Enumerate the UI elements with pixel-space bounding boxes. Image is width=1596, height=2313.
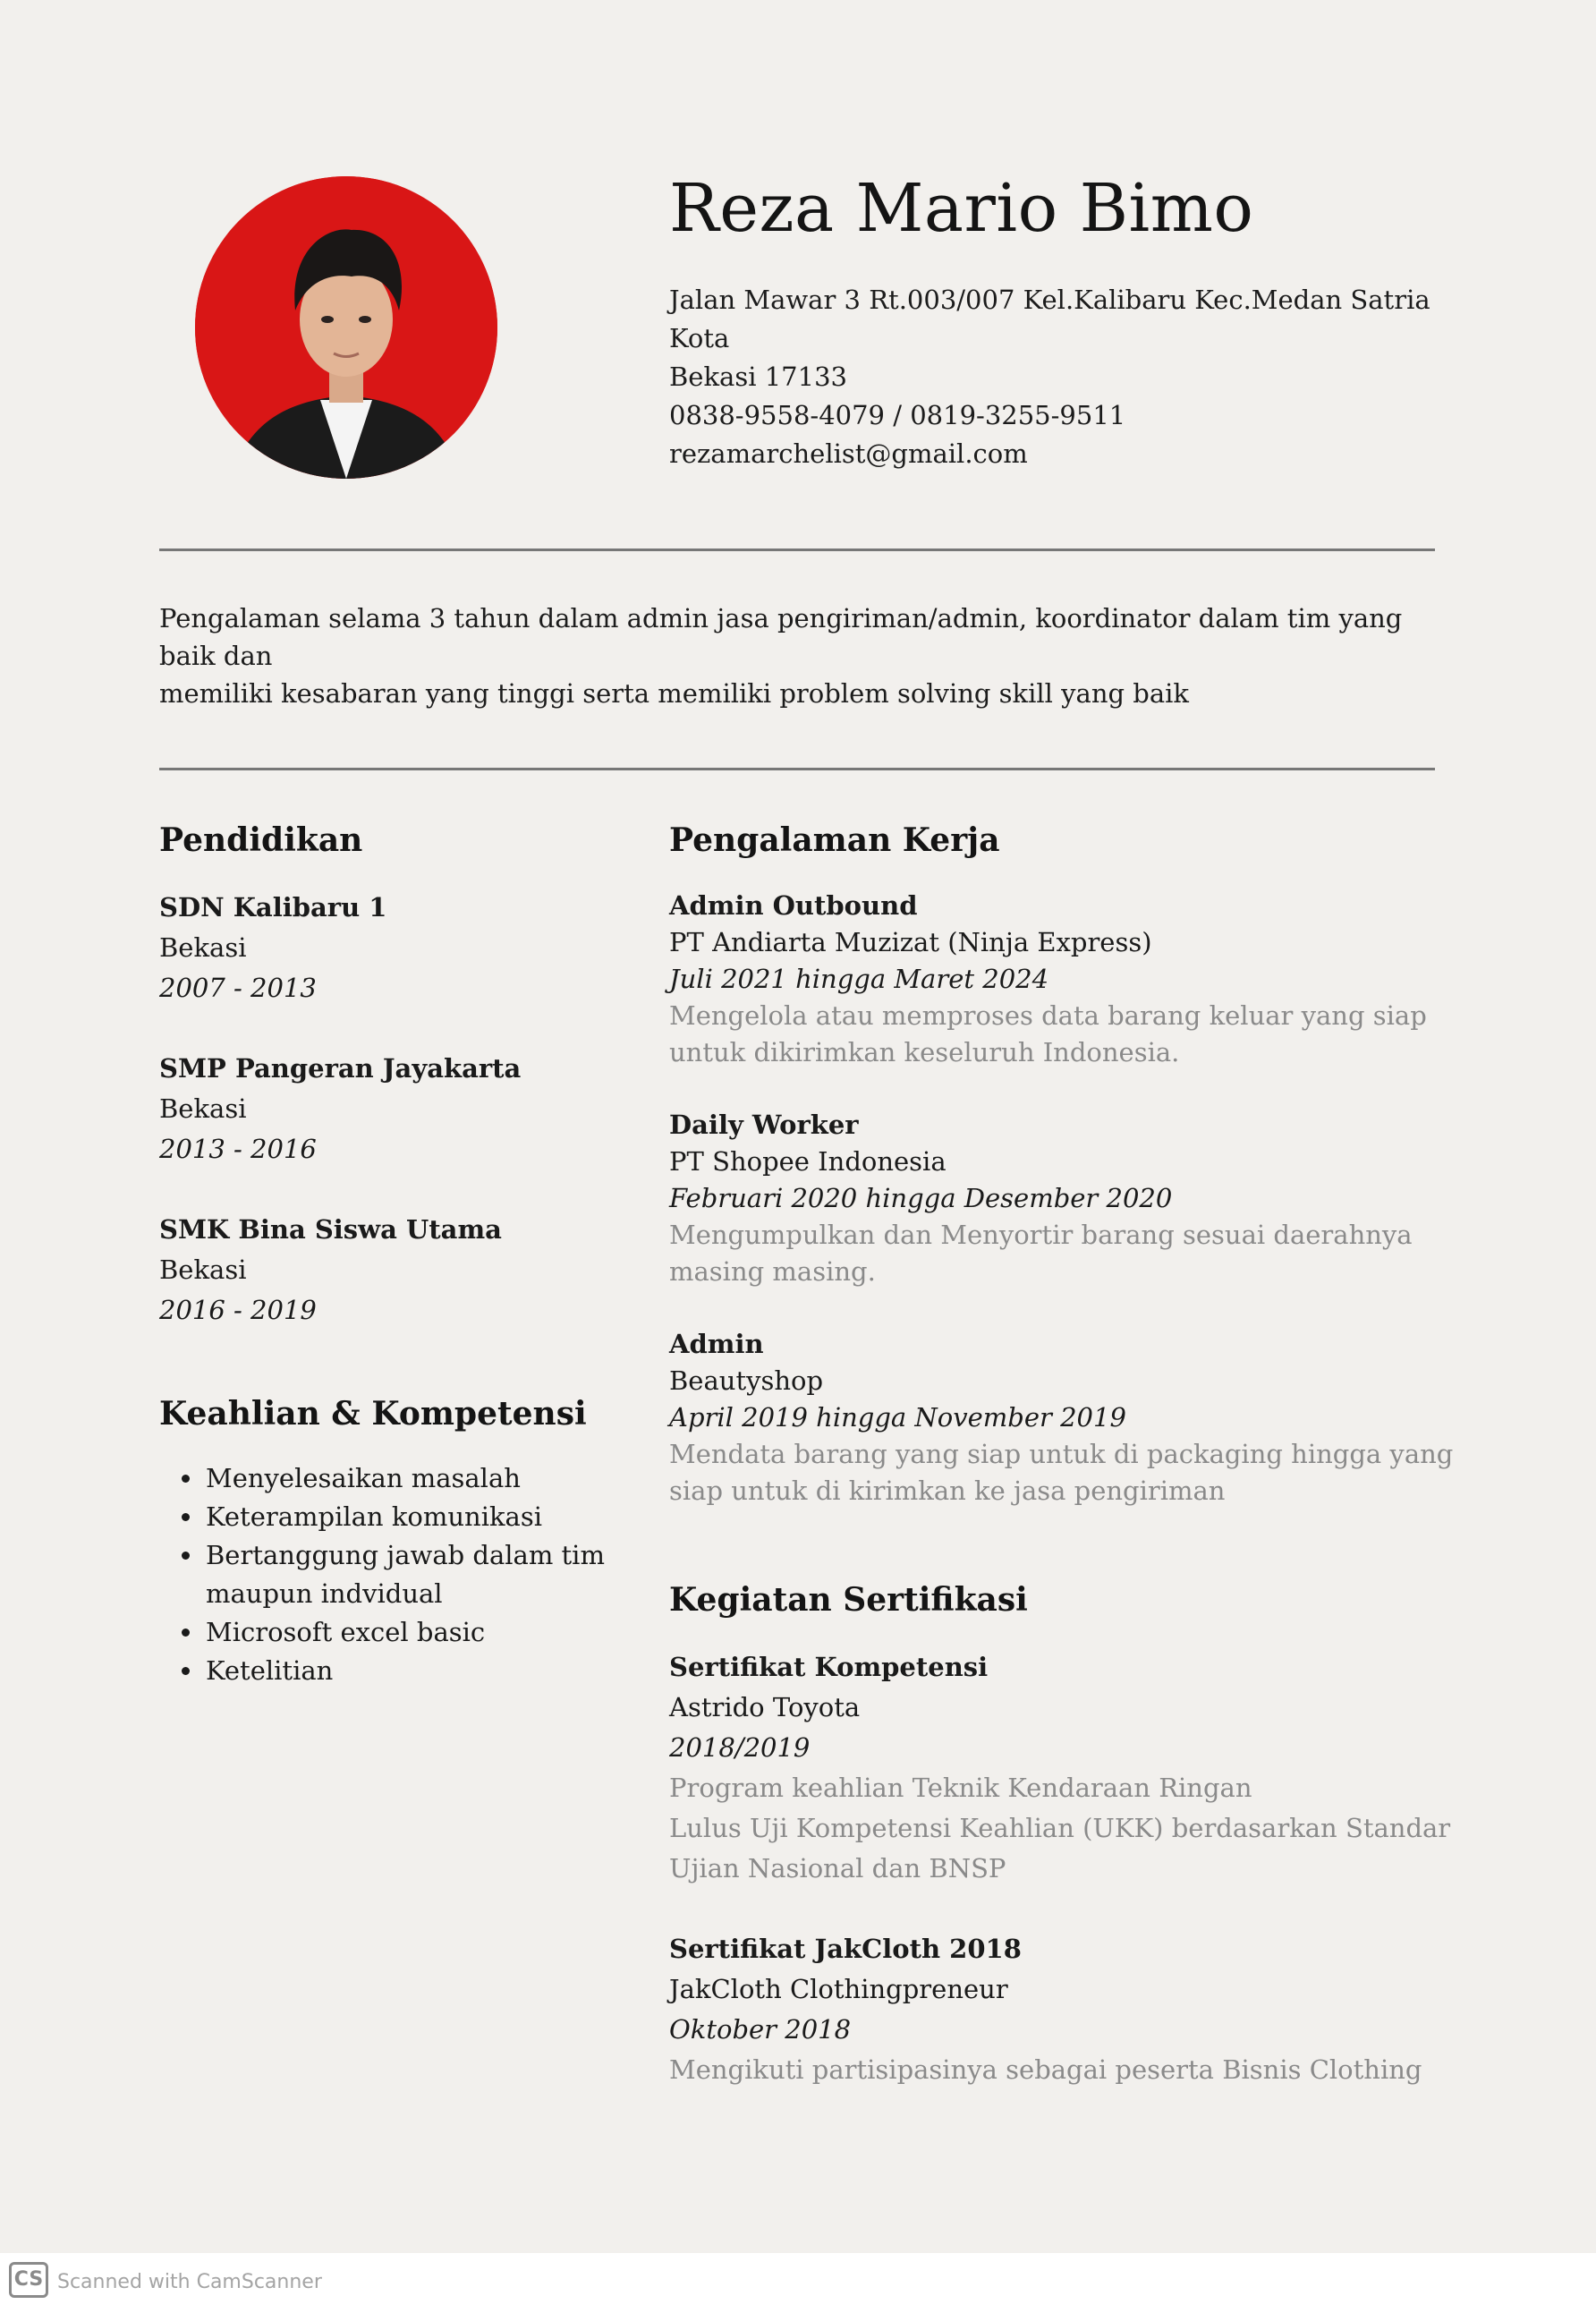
skill-item: • Ketelitian	[204, 1652, 624, 1690]
candidate-name: Reza Mario Bimo	[669, 170, 1254, 247]
certification-heading: Kegiatan Sertifikasi	[669, 1581, 1028, 1619]
education-item	[159, 1049, 624, 1169]
skill-item: • Menyelesaikan masalah	[204, 1459, 624, 1498]
skills-list	[159, 1459, 624, 1690]
camscanner-watermark-text: Scanned with CamScanner	[57, 2271, 322, 2293]
cert-name: Sertifikat JakCloth 2018	[669, 1934, 1022, 1964]
experience-item	[669, 1107, 1456, 1290]
cert-organization: Astrido Toyota	[669, 1692, 861, 1722]
divider-top	[159, 548, 1435, 551]
left-column	[159, 821, 624, 1690]
skill-item: • Bertanggung jawab dalam tim maupun indvidual	[204, 1536, 624, 1613]
phone-numbers: 0838-9558-4079 / 0819-3255-9511	[669, 400, 1126, 430]
cert-period: Oktober 2018	[669, 2014, 852, 2045]
skill-item: • Keterampilan komunikasi	[204, 1498, 624, 1536]
school-years: 2007 - 2013	[159, 973, 317, 1003]
scanner-footer	[0, 2253, 1596, 2313]
job-company: Beautyshop	[669, 1365, 824, 1396]
education-item	[159, 1210, 624, 1331]
job-description: Mengelola atau memproses data barang keluar yang siap untuk dikirimkan keseluruh Indonesia.	[669, 1000, 1427, 1067]
divider-bottom	[159, 768, 1435, 770]
education-heading: Pendidikan	[159, 821, 363, 859]
contact-info	[669, 281, 1456, 473]
address-line-1: Jalan Mawar 3 Rt.003/007 Kel.Kalibaru Kec.Medan Satria Kota	[669, 285, 1430, 353]
right-column	[669, 821, 1456, 2090]
address-line-2: Bekasi 17133	[669, 361, 847, 392]
certification-item	[669, 1647, 1456, 1889]
experience-item	[669, 1326, 1456, 1509]
school-name: SMP Pangeran Jayakarta	[159, 1053, 522, 1084]
profile-photo	[195, 176, 497, 479]
cert-description: Mengikuti partisipasinya sebagai peserta Bisnis Clothing	[669, 2054, 1422, 2085]
profile-summary	[159, 600, 1439, 712]
summary-line-2: memiliki kesabaran yang tinggi serta memiliki problem solving skill yang baik	[159, 678, 1190, 709]
experience-heading: Pengalaman Kerja	[669, 821, 1000, 859]
cert-description: Lulus Uji Kompetensi Keahlian (UKK) berdasarkan Standar Ujian Nasional dan BNSP	[669, 1813, 1451, 1884]
job-period: April 2019 hingga November 2019	[669, 1402, 1126, 1433]
camscanner-logo-icon: CS	[9, 2262, 48, 2298]
job-description: Mendata barang yang siap untuk di packaging hingga yang siap untuk di kirimkan ke jasa pengiriman	[669, 1439, 1454, 1506]
job-period: Februari 2020 hingga Desember 2020	[669, 1183, 1173, 1213]
cert-name: Sertifikat Kompetensi	[669, 1652, 989, 1682]
job-company: PT Shopee Indonesia	[669, 1146, 947, 1177]
school-name: SMK Bina Siswa Utama	[159, 1214, 502, 1245]
certification-item	[669, 1929, 1456, 2090]
school-city: Bekasi	[159, 1093, 247, 1124]
skills-heading: Keahlian & Kompetensi	[159, 1395, 587, 1433]
job-period: Juli 2021 hingga Maret 2024	[669, 964, 1049, 994]
job-company: PT Andiarta Muzizat (Ninja Express)	[669, 927, 1152, 957]
school-years: 2016 - 2019	[159, 1295, 317, 1325]
email-address: rezamarchelist@gmail.com	[669, 438, 1028, 469]
school-city: Bekasi	[159, 1254, 247, 1285]
cert-organization: JakCloth Clothingpreneur	[669, 1974, 1008, 2004]
job-role: Admin Outbound	[669, 890, 918, 921]
job-role: Daily Worker	[669, 1110, 859, 1140]
school-years: 2013 - 2016	[159, 1134, 317, 1164]
skill-item: • Microsoft excel basic	[204, 1613, 624, 1652]
cert-description: Program keahlian Teknik Kendaraan Ringan	[669, 1773, 1252, 1803]
summary-line-1: Pengalaman selama 3 tahun dalam admin jasa pengiriman/admin, koordinator dalam tim yang baik dan	[159, 603, 1403, 671]
person-portrait-icon	[195, 176, 497, 479]
cert-period: 2018/2019	[669, 1732, 811, 1763]
education-item	[159, 888, 624, 1008]
job-role: Admin	[669, 1329, 764, 1359]
experience-item	[669, 888, 1456, 1071]
school-name: SDN Kalibaru 1	[159, 892, 387, 923]
school-city: Bekasi	[159, 932, 247, 963]
job-description: Mengumpulkan dan Menyortir barang sesuai daerahnya masing masing.	[669, 1220, 1413, 1287]
